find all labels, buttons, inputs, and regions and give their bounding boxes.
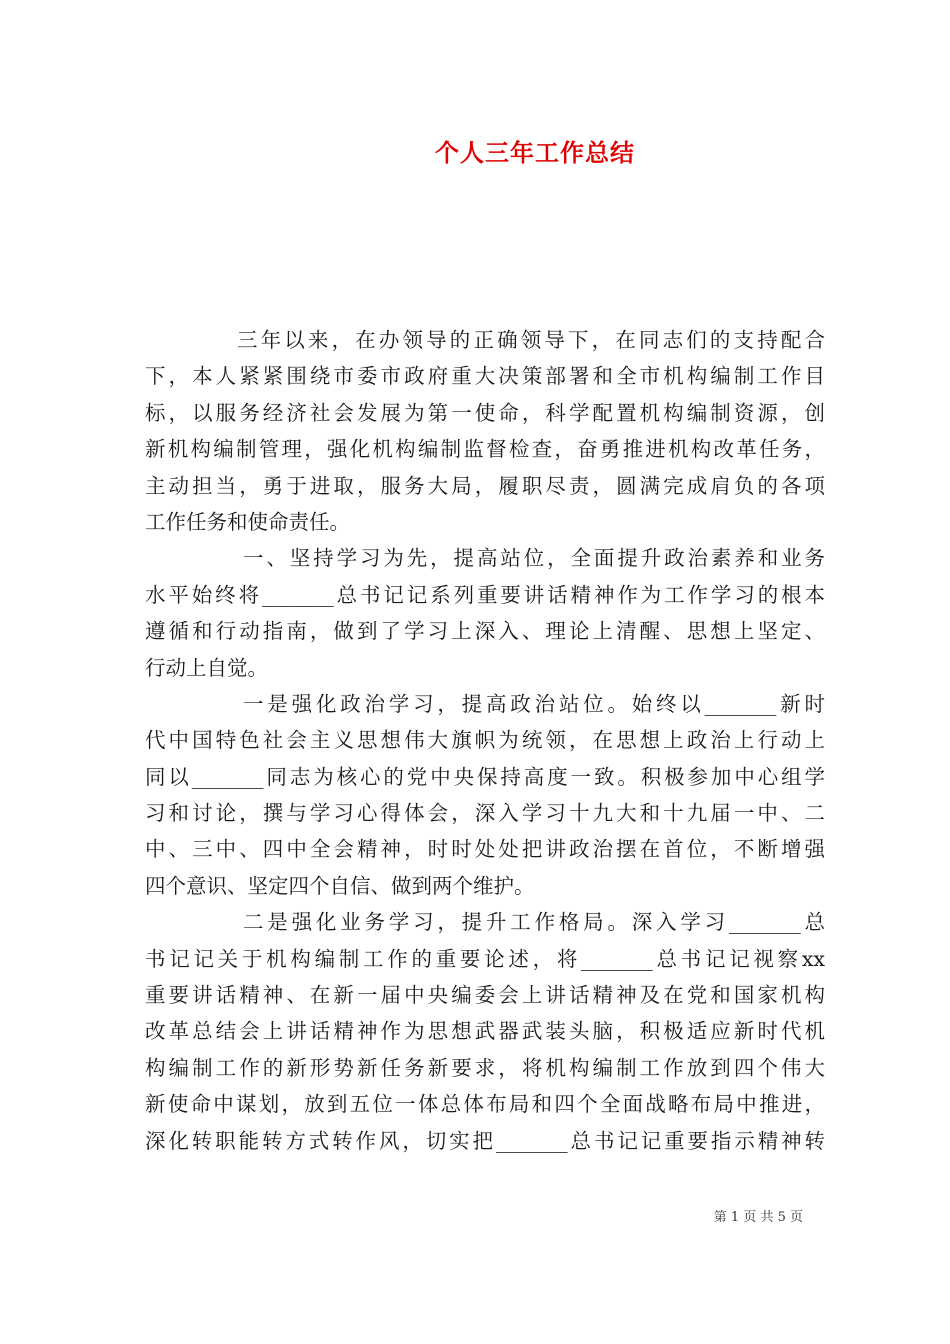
paragraph-line: 新使命中谋划，放到五位一体总体布局和四个全面战略布局中推进， [145, 1092, 825, 1117]
paragraph-line: 改革总结会上讲话精神作为思想武器武装头脑，积极适应新时代机 [145, 1019, 825, 1044]
paragraph-line: 三年以来，在办领导的正确领导下，在同志们的支持配合 [237, 328, 825, 352]
paragraph-line: 代中国特色社会主义思想伟大旗帜为统领，在思想上政治上行动上 [145, 728, 825, 753]
paragraph-line: 新机构编制管理，强化机构编制监督检查，奋勇推进机构改革任务， [145, 437, 825, 462]
document-body [145, 322, 825, 1159]
document-title: 个人三年工作总结 [435, 138, 635, 167]
paragraph-line: 工作任务和使命责任。 [145, 509, 350, 534]
page-number-footer: 第 1 页 共 5 页 [713, 1210, 803, 1225]
paragraph-line: 书记记关于机构编制工作的重要论述，将_______总书记记视察xx [145, 946, 825, 971]
paragraph-line: 习和讨论，撰与学习心得体会，深入学习十九大和十九届一中、二 [145, 801, 825, 826]
paragraph-line: 遵循和行动指南，做到了学习上深入、理论上清醒、思想上坚定、 [145, 619, 825, 644]
paragraph-line: 水平始终将_______总书记记系列重要讲话精神作为工作学习的根本 [145, 582, 825, 607]
paragraph-line: 行动上自觉。 [145, 655, 268, 680]
paragraph-line: 标，以服务经济社会发展为第一使命，科学配置机构编制资源，创 [145, 400, 825, 425]
paragraph-line: 一是强化政治学习，提高政治站位。始终以_______新时 [243, 691, 825, 716]
paragraph-line: 同以_______同志为核心的党中央保持高度一致。积极参加中心组学 [145, 764, 825, 789]
paragraph-line: 重要讲话精神、在新一届中央编委会上讲话精神及在党和国家机构 [145, 983, 825, 1008]
paragraph-line: 二是强化业务学习，提升工作格局。深入学习_______总 [243, 910, 825, 935]
paragraph-line: 下，本人紧紧围绕市委市政府重大决策部署和全市机构编制工作目 [145, 364, 825, 389]
paragraph-line: 主动担当，勇于进取，服务大局，履职尽责，圆满完成肩负的各项 [145, 473, 825, 498]
paragraph-line: 构编制工作的新形势新任务新要求，将机构编制工作放到四个伟大 [145, 1055, 825, 1080]
paragraph-line: 四个意识、坚定四个自信、做到两个维护。 [145, 873, 535, 898]
paragraph-line: 深化转职能转方式转作风，切实把_______总书记记重要指示精神转 [145, 1128, 825, 1153]
paragraph-line: 中、三中、四中全会精神，时时处处把讲政治摆在首位，不断增强 [145, 837, 825, 862]
section-heading-line: 一、坚持学习为先，提高站位，全面提升政治素养和业务 [243, 546, 825, 571]
